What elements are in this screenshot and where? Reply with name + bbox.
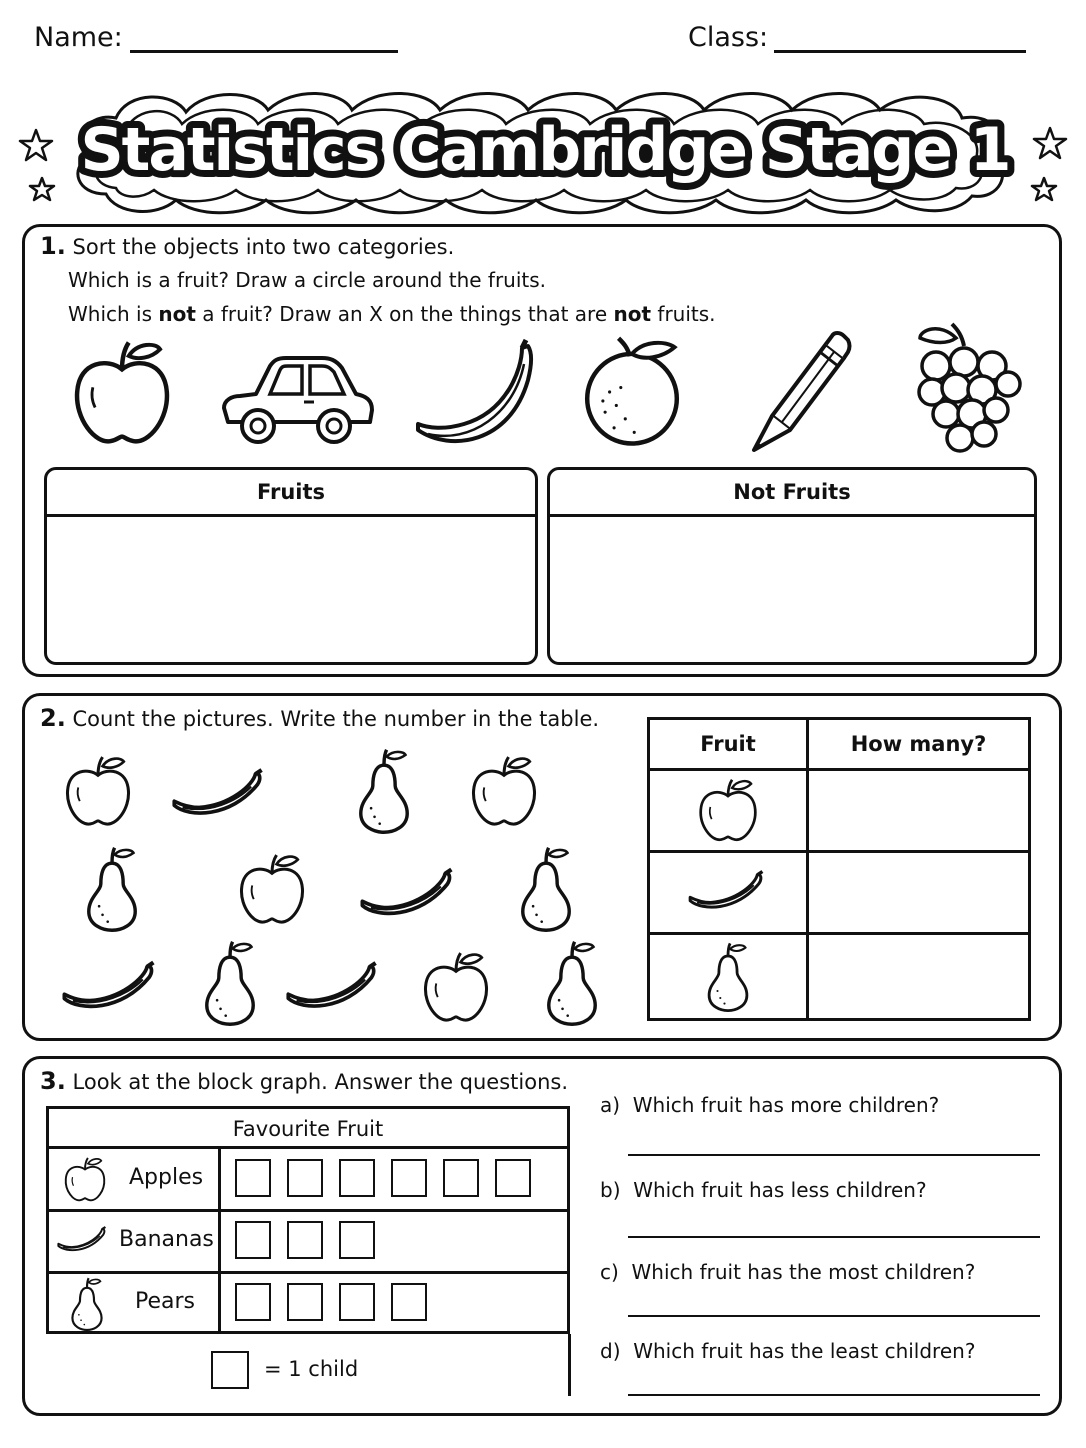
key-block [211,1351,249,1389]
car-icon[interactable] [218,350,378,446]
block-graph [46,1146,570,1334]
q1-line-1: Which is a fruit? Draw a circle around the fruits. [68,268,547,292]
svg-text:Statistics Cambridge Stage 1: Statistics Cambridge Stage 1 [80,115,1010,185]
fruits-header: Fruits [47,470,535,517]
answer-line-b[interactable] [628,1236,1040,1238]
block [287,1283,323,1321]
apple-icon [61,1155,109,1205]
question-number: 2. [40,704,66,732]
pear-icon [352,748,416,834]
pear-count-cell[interactable] [808,934,1030,1020]
question-b: b) Which fruit has less children? [600,1178,927,1202]
question-instruction: Count the pictures. Write the number in the table. [72,707,600,731]
block [287,1159,323,1197]
orange-icon[interactable] [576,332,688,452]
class-label: Class: [688,22,769,53]
banana-count-cell[interactable] [808,852,1030,934]
banana-icon [282,950,386,1028]
name-label: Name: [34,22,123,53]
q1-line-2: Which is not a fruit? Draw an X on the things that are not fruits. [68,302,716,326]
block [235,1221,271,1259]
row-label-bananas: Bananas [119,1227,214,1252]
pear-icon [514,846,578,932]
star-icon [28,176,56,204]
question-instruction: Look at the block graph. Answer the questions. [72,1070,569,1094]
question-2-heading [40,704,599,732]
apple-icon [418,948,494,1028]
banana-icon[interactable] [410,340,544,452]
pear-icon [700,942,756,1012]
graph-key: = 1 child [264,1357,359,1381]
pear-icon [67,1277,107,1331]
question-3-heading [40,1067,568,1095]
table-row-pear [649,934,808,1020]
question-number: 3. [40,1067,66,1095]
grapes-icon[interactable] [912,320,1022,456]
block [391,1283,427,1321]
fruits-box[interactable] [44,467,538,665]
block [235,1283,271,1321]
how-many-column-header: How many? [808,719,1030,770]
pear-icon [198,940,262,1026]
question-instruction: Sort the objects into two categories. [72,235,455,259]
block [287,1221,323,1259]
answer-line-a[interactable] [628,1154,1040,1156]
page-title [80,108,1010,188]
block [443,1159,479,1197]
star-icon [1032,126,1068,162]
bananas-blocks [235,1221,391,1259]
apple-count-cell[interactable] [808,770,1030,852]
not-fruits-header: Not Fruits [550,470,1034,517]
apples-blocks [235,1159,547,1197]
table-row-apple [649,770,808,852]
row-label-apples: Apples [129,1165,204,1190]
banana-icon [356,858,462,934]
count-table [647,717,1031,1021]
pear-icon [80,846,144,932]
block [339,1159,375,1197]
question-a: a) Which fruit has more children? [600,1093,940,1117]
name-line[interactable] [130,50,398,53]
table-row-banana [649,852,808,934]
banana-icon [685,867,771,919]
question-d: d) Which fruit has the least children? [600,1339,976,1363]
banana-icon [55,1221,111,1261]
block [235,1159,271,1197]
pear-icon [540,940,604,1026]
question-c: c) Which fruit has the most children? [600,1260,976,1284]
apple-icon [694,777,762,845]
apple-icon [466,752,542,832]
answer-line-c[interactable] [628,1315,1040,1317]
banana-icon [168,756,272,836]
class-line[interactable] [774,50,1026,53]
apple-icon [60,752,136,832]
block [339,1283,375,1321]
graph-divider [568,1334,571,1396]
question-1-heading [40,232,454,260]
block [495,1159,531,1197]
pencil-icon[interactable] [746,330,850,454]
apple-icon [234,850,310,930]
not-fruits-box[interactable] [547,467,1037,665]
pears-blocks [235,1283,443,1321]
block [339,1221,375,1259]
apple-icon[interactable] [66,338,178,450]
row-label-pears: Pears [135,1289,196,1314]
star-icon [1030,176,1058,204]
answer-line-d[interactable] [628,1394,1040,1396]
question-number: 1. [40,232,66,260]
fruit-column-header: Fruit [649,719,808,770]
banana-icon [58,950,164,1028]
star-icon [18,128,54,164]
block [391,1159,427,1197]
graph-title: Favourite Fruit [46,1106,570,1148]
